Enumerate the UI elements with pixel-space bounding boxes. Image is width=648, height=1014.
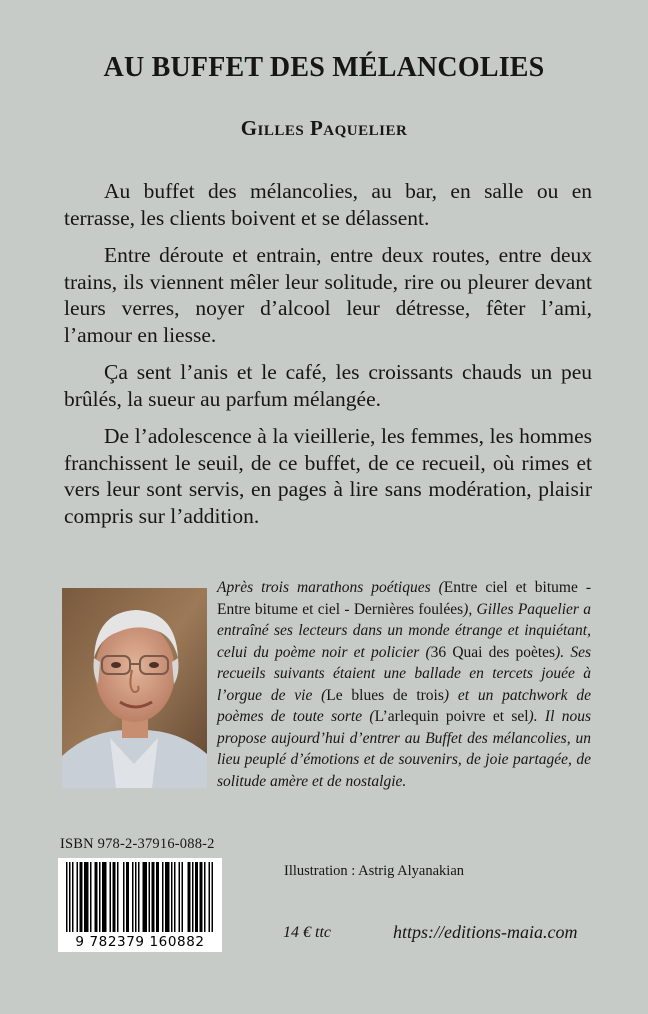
barcode-bar (138, 862, 140, 932)
bio-text: ), Gilles Paquelier a entraîné ses lecteurs dans un monde étrange et inquiétant, celui du poème noir et policier ( (217, 600, 591, 661)
barcode-bar (117, 862, 119, 932)
book-reference: Le blues de trois (326, 686, 444, 704)
author-name: Gilles Paquelier (240, 116, 408, 140)
barcode-bar (165, 862, 170, 932)
barcode-bar (200, 862, 203, 932)
barcode-bar (143, 862, 148, 932)
barcode-bar (192, 862, 194, 932)
barcode-bars (58, 858, 222, 936)
barcode-bar (113, 862, 116, 932)
barcode-bar (212, 862, 214, 932)
barcode-bar (152, 862, 155, 932)
barcode-bar (66, 862, 68, 932)
barcode-bar (162, 862, 164, 932)
barcode-bar (179, 862, 181, 932)
blurb-paragraph: Entre déroute et entrain, entre deux routes, entre deux trains, ils viennent mêler leur solitude, rire ou pleurer devant leurs verres, noyer d’alcool leur détresse, fêter l’ami, l’amour en liesse. (64, 243, 592, 347)
barcode-bar (204, 862, 206, 932)
barcode-bar (195, 862, 198, 932)
barcode-bar (126, 862, 129, 932)
barcode-bar (188, 862, 191, 932)
publisher-website: https://editions-maia.com (393, 922, 578, 942)
author-photo (62, 588, 207, 788)
blurb-paragraph: De l’adolescence à la vieillerie, les femmes, les hommes franchissent le seuil, de ce buffet, de ce recueil, où rimes et vers leur sont servis, en pages à lire sans modération, plaisir compris sur l’addition. (64, 424, 592, 528)
author-portrait-image (62, 588, 207, 788)
barcode-bar (80, 862, 83, 932)
barcode (58, 858, 222, 952)
bio-text: ). Il nous propose aujourd’hui d’entrer au Buffet des mélancolies, un lieu peuplé d’émotions et de souvenirs, de joie partagée, de solitude amère et de nostalgie. (217, 708, 591, 790)
barcode-bar (95, 862, 98, 932)
illustration-credit: Illustration : Astrig Alyanakian (284, 863, 465, 879)
barcode-bar (132, 862, 134, 932)
barcode-bar (90, 862, 92, 932)
barcode-bar (123, 862, 125, 932)
barcode-bar (156, 862, 159, 932)
bio-text: ). Ses recueils suivants étaient une ballade en tercets jouée à l’orgue de vie ( (217, 643, 591, 704)
barcode-bar (171, 862, 173, 932)
barcode-bar (84, 862, 89, 932)
book-reference: L’arlequin poivre et sel (374, 708, 529, 725)
barcode-bar (69, 862, 71, 932)
blurb (64, 178, 592, 540)
book-reference: 36 Quai des poètes (430, 643, 556, 661)
barcode-bar (99, 862, 101, 932)
bio-text: ) et un patchwork de poèmes de toute sorte ( (217, 686, 591, 725)
book-title: AU BUFFET DES MÉLANCOLIES (103, 52, 545, 83)
barcode-bar (77, 862, 79, 932)
price: 14 € ttc (283, 924, 331, 941)
isbn-label: ISBN 978-2-37916-088-2 (60, 836, 215, 852)
barcode-bar (209, 862, 211, 932)
bio-text: Après trois marathons poétiques ( (217, 579, 444, 596)
barcode-bar (182, 862, 184, 932)
barcode-bar (149, 862, 151, 932)
barcode-bar (110, 862, 112, 932)
barcode-bar (135, 862, 137, 932)
barcode-bar (174, 862, 176, 932)
author-bio (217, 577, 591, 792)
book-reference: Entre ciel et bitume - Entre bitume et ciel - Dernières foulées (217, 579, 591, 618)
blurb-paragraph: Ça sent l’anis et le café, les croissants chauds un peu brûlés, la sueur au parfum mélangée. (64, 360, 592, 411)
barcode-bar (72, 862, 74, 932)
blurb-paragraph: Au buffet des mélancolies, au bar, en salle ou en terrasse, les clients boivent et se délassent. (64, 179, 592, 230)
barcode-bar (102, 862, 107, 932)
barcode-digits: 9 782379 160882 (75, 934, 205, 950)
